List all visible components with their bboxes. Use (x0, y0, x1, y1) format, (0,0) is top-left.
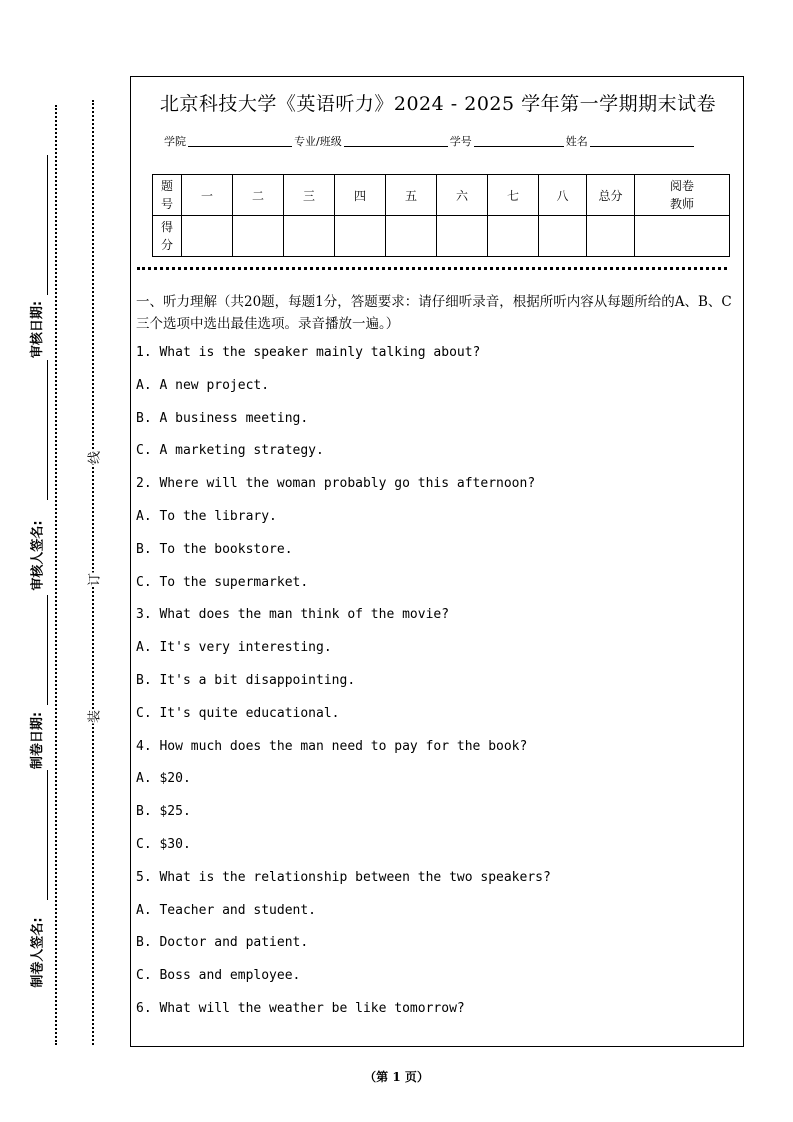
score-label-cell (153, 216, 182, 257)
score-cell[interactable] (182, 216, 233, 257)
signature-line (47, 155, 48, 295)
option-line: B. A business meeting. (136, 410, 309, 426)
grader-header-cell (635, 175, 730, 216)
grader-header: 阅卷教师 (669, 179, 694, 211)
column-header: 七 (488, 175, 539, 216)
option-line: A. Teacher and student. (136, 902, 317, 918)
score-table (152, 174, 730, 257)
binding-char-xian: 线 (84, 451, 103, 465)
score-cell[interactable] (437, 216, 488, 257)
score-cell[interactable] (488, 216, 539, 257)
binding-char-zhuang: 装 (84, 710, 103, 724)
question-line: 2. Where will the woman probably go this afternoon? (136, 476, 536, 492)
score-table-header-row (153, 175, 730, 216)
option-line: C. $30. (136, 836, 191, 852)
name-blank[interactable] (590, 133, 694, 147)
college-blank[interactable] (188, 133, 292, 147)
column-header: 五 (386, 175, 437, 216)
reviewer-signature-label: 审核人签名: (30, 520, 46, 591)
option-line: B. Doctor and patient. (136, 935, 309, 951)
section-divider (137, 267, 727, 270)
column-header: 六 (437, 175, 488, 216)
binding-dotted-line (55, 105, 57, 1045)
option-line: A. $20. (136, 771, 191, 787)
option-line: A. To the library. (136, 508, 277, 524)
question-content (136, 291, 740, 1030)
major-class-label: 专业/班级 (294, 135, 342, 148)
score-cell[interactable] (284, 216, 335, 257)
college-label: 学院 (164, 135, 186, 148)
compiler-signature-label: 制卷人签名: (30, 917, 46, 988)
score-cell[interactable] (635, 216, 730, 257)
column-header: 总分 (587, 175, 635, 216)
question-line: 6. What will the weather be like tomorrow? (136, 1000, 465, 1016)
option-line: A. A new project. (136, 377, 270, 393)
section-instruction: 一、听力理解（共20题，每题1分，答题要求：请仔细听录音，根据所听内容从每题所给的A、B、C三个选项中选出最佳选项。录音播放一遍。） (136, 294, 732, 332)
student-id-label: 学号 (449, 135, 472, 148)
signature-line (47, 595, 48, 705)
option-line: B. $25. (136, 804, 191, 820)
column-header: 一 (182, 175, 233, 216)
option-line: A. It's very interesting. (136, 640, 332, 656)
option-line: C. To the supermarket. (136, 574, 309, 590)
signature-line (47, 770, 48, 900)
score-cell[interactable] (386, 216, 437, 257)
question-line: 1. What is the speaker mainly talking about? (136, 345, 481, 360)
page-number: （第 1 页） (364, 1070, 429, 1084)
score-cell[interactable] (335, 216, 386, 257)
binding-char-ding: 订 (84, 573, 103, 587)
column-header: 四 (335, 175, 386, 216)
exam-title: 北京科技大学《英语听力》2024 - 2025 学年第一学期期末试卷 (159, 93, 717, 115)
score-cell[interactable] (539, 216, 587, 257)
column-header: 二 (233, 175, 284, 216)
score-cell[interactable] (233, 216, 284, 257)
compile-date-label: 制卷日期: (30, 711, 46, 770)
question-line: 3. What does the man think of the movie? (136, 607, 450, 623)
name-label: 姓名 (565, 135, 588, 148)
exam-frame (130, 76, 744, 1047)
student-info-row (164, 133, 696, 149)
student-id-blank[interactable] (474, 133, 564, 147)
option-line: B. To the bookstore. (136, 541, 293, 557)
review-date-label: 审核日期: (30, 300, 46, 359)
option-line: C. A marketing strategy. (136, 443, 324, 459)
column-header: 三 (284, 175, 335, 216)
option-line: C. It's quite educational. (136, 705, 340, 721)
score-table-score-row (153, 216, 730, 257)
major-class-blank[interactable] (344, 133, 448, 147)
score-label: 得分 (160, 220, 173, 252)
question-number-label-cell (153, 175, 182, 216)
question-line: 5. What is the relationship between the two speakers? (136, 869, 551, 885)
option-line: C. Boss and employee. (136, 968, 301, 984)
signature-line (47, 360, 48, 500)
question-number-label: 题号 (160, 179, 173, 211)
score-cell[interactable] (587, 216, 635, 257)
question-line: 4. How much does the man need to pay for the book? (136, 738, 528, 754)
column-header: 八 (539, 175, 587, 216)
option-line: B. It's a bit disappointing. (136, 672, 356, 688)
